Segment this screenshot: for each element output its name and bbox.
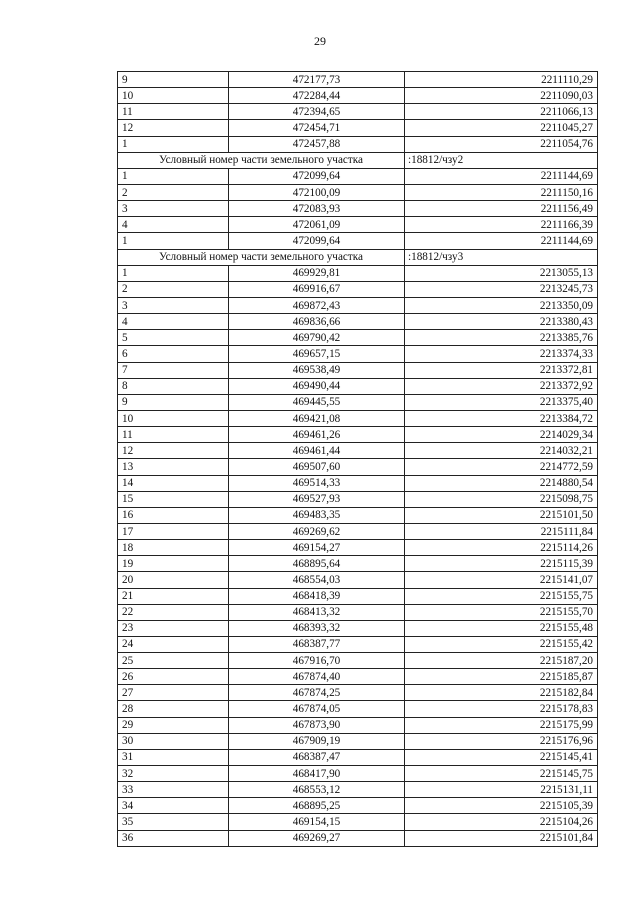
x-coordinate-cell: 469929,81 bbox=[229, 265, 405, 281]
point-number-cell: 1 bbox=[118, 233, 229, 249]
coordinate-row bbox=[118, 217, 598, 233]
coordinate-row bbox=[118, 168, 598, 184]
point-number-cell: 19 bbox=[118, 556, 229, 572]
point-number-cell: 34 bbox=[118, 798, 229, 814]
y-coordinate-cell: 2211156,49 bbox=[405, 201, 598, 217]
x-coordinate-cell: 469154,15 bbox=[229, 814, 405, 830]
y-coordinate-cell: 2214029,34 bbox=[405, 427, 598, 443]
coordinate-row bbox=[118, 120, 598, 136]
y-coordinate-cell: 2214032,21 bbox=[405, 443, 598, 459]
point-number-cell: 23 bbox=[118, 620, 229, 636]
point-number-cell: 4 bbox=[118, 217, 229, 233]
x-coordinate-cell: 469836,66 bbox=[229, 314, 405, 330]
coordinate-row bbox=[118, 88, 598, 104]
y-coordinate-cell: 2213245,73 bbox=[405, 281, 598, 297]
coordinate-row bbox=[118, 653, 598, 669]
section-header-row bbox=[118, 249, 598, 265]
point-number-cell: 36 bbox=[118, 830, 229, 846]
x-coordinate-cell: 467873,90 bbox=[229, 717, 405, 733]
x-coordinate-cell: 467874,40 bbox=[229, 669, 405, 685]
x-coordinate-cell: 468554,03 bbox=[229, 572, 405, 588]
coordinate-row bbox=[118, 814, 598, 830]
y-coordinate-cell: 2211144,69 bbox=[405, 233, 598, 249]
point-number-cell: 27 bbox=[118, 685, 229, 701]
point-number-cell: 16 bbox=[118, 507, 229, 523]
point-number-cell: 12 bbox=[118, 120, 229, 136]
x-coordinate-cell: 469872,43 bbox=[229, 297, 405, 313]
y-coordinate-cell: 2215155,42 bbox=[405, 636, 598, 652]
coordinate-row bbox=[118, 233, 598, 249]
coordinate-row bbox=[118, 556, 598, 572]
y-coordinate-cell: 2214880,54 bbox=[405, 475, 598, 491]
point-number-cell: 12 bbox=[118, 443, 229, 459]
y-coordinate-cell: 2213372,81 bbox=[405, 362, 598, 378]
y-coordinate-cell: 2213350,09 bbox=[405, 297, 598, 313]
x-coordinate-cell: 469483,35 bbox=[229, 507, 405, 523]
x-coordinate-cell: 468895,25 bbox=[229, 798, 405, 814]
coordinate-row bbox=[118, 540, 598, 556]
coordinate-row bbox=[118, 523, 598, 539]
point-number-cell: 21 bbox=[118, 588, 229, 604]
y-coordinate-cell: 2211045,27 bbox=[405, 120, 598, 136]
x-coordinate-cell: 469790,42 bbox=[229, 330, 405, 346]
x-coordinate-cell: 468387,77 bbox=[229, 636, 405, 652]
y-coordinate-cell: 2211144,69 bbox=[405, 168, 598, 184]
x-coordinate-cell: 469461,44 bbox=[229, 443, 405, 459]
point-number-cell: 2 bbox=[118, 281, 229, 297]
point-number-cell: 2 bbox=[118, 184, 229, 200]
point-number-cell: 32 bbox=[118, 766, 229, 782]
coordinate-row bbox=[118, 330, 598, 346]
point-number-cell: 35 bbox=[118, 814, 229, 830]
point-number-cell: 22 bbox=[118, 604, 229, 620]
y-coordinate-cell: 2213375,40 bbox=[405, 394, 598, 410]
y-coordinate-cell: 2215155,70 bbox=[405, 604, 598, 620]
coordinates-table-body bbox=[118, 72, 598, 847]
y-coordinate-cell: 2211054,76 bbox=[405, 136, 598, 152]
coordinate-row bbox=[118, 443, 598, 459]
y-coordinate-cell: 2213380,43 bbox=[405, 314, 598, 330]
y-coordinate-cell: 2211066,13 bbox=[405, 104, 598, 120]
y-coordinate-cell: 2213372,92 bbox=[405, 378, 598, 394]
y-coordinate-cell: 2215175,99 bbox=[405, 717, 598, 733]
point-number-cell: 31 bbox=[118, 749, 229, 765]
y-coordinate-cell: 2215187,20 bbox=[405, 653, 598, 669]
x-coordinate-cell: 472394,65 bbox=[229, 104, 405, 120]
x-coordinate-cell: 469154,27 bbox=[229, 540, 405, 556]
x-coordinate-cell: 469445,55 bbox=[229, 394, 405, 410]
y-coordinate-cell: 2213384,72 bbox=[405, 410, 598, 426]
coordinate-row bbox=[118, 281, 598, 297]
x-coordinate-cell: 469421,08 bbox=[229, 410, 405, 426]
y-coordinate-cell: 2213055,13 bbox=[405, 265, 598, 281]
coordinate-row bbox=[118, 717, 598, 733]
section-label: Условный номер части земельного участка bbox=[118, 152, 405, 168]
point-number-cell: 24 bbox=[118, 636, 229, 652]
coordinate-row bbox=[118, 378, 598, 394]
coordinate-row bbox=[118, 297, 598, 313]
point-number-cell: 3 bbox=[118, 201, 229, 217]
point-number-cell: 17 bbox=[118, 523, 229, 539]
point-number-cell: 30 bbox=[118, 733, 229, 749]
y-coordinate-cell: 2215185,87 bbox=[405, 669, 598, 685]
y-coordinate-cell: 2215111,84 bbox=[405, 523, 598, 539]
y-coordinate-cell: 2215145,75 bbox=[405, 766, 598, 782]
x-coordinate-cell: 472454,71 bbox=[229, 120, 405, 136]
coordinate-row bbox=[118, 830, 598, 846]
coordinate-row bbox=[118, 314, 598, 330]
y-coordinate-cell: 2215141,07 bbox=[405, 572, 598, 588]
coordinate-row bbox=[118, 184, 598, 200]
y-coordinate-cell: 2215155,75 bbox=[405, 588, 598, 604]
point-number-cell: 1 bbox=[118, 265, 229, 281]
point-number-cell: 28 bbox=[118, 701, 229, 717]
y-coordinate-cell: 2215098,75 bbox=[405, 491, 598, 507]
point-number-cell: 29 bbox=[118, 717, 229, 733]
x-coordinate-cell: 468418,39 bbox=[229, 588, 405, 604]
point-number-cell: 8 bbox=[118, 378, 229, 394]
x-coordinate-cell: 469269,27 bbox=[229, 830, 405, 846]
point-number-cell: 18 bbox=[118, 540, 229, 556]
y-coordinate-cell: 2215131,11 bbox=[405, 782, 598, 798]
y-coordinate-cell: 2214772,59 bbox=[405, 459, 598, 475]
x-coordinate-cell: 472099,64 bbox=[229, 168, 405, 184]
y-coordinate-cell: 2211166,39 bbox=[405, 217, 598, 233]
x-coordinate-cell: 472100,09 bbox=[229, 184, 405, 200]
x-coordinate-cell: 469490,44 bbox=[229, 378, 405, 394]
coordinate-row bbox=[118, 475, 598, 491]
y-coordinate-cell: 2213374,33 bbox=[405, 346, 598, 362]
coordinate-row bbox=[118, 136, 598, 152]
x-coordinate-cell: 467874,05 bbox=[229, 701, 405, 717]
x-coordinate-cell: 469916,67 bbox=[229, 281, 405, 297]
coordinate-row bbox=[118, 459, 598, 475]
coordinate-row bbox=[118, 572, 598, 588]
x-coordinate-cell: 472083,93 bbox=[229, 201, 405, 217]
x-coordinate-cell: 472099,64 bbox=[229, 233, 405, 249]
point-number-cell: 4 bbox=[118, 314, 229, 330]
x-coordinate-cell: 472284,44 bbox=[229, 88, 405, 104]
y-coordinate-cell: 2215101,50 bbox=[405, 507, 598, 523]
x-coordinate-cell: 472177,73 bbox=[229, 72, 405, 88]
point-number-cell: 13 bbox=[118, 459, 229, 475]
point-number-cell: 9 bbox=[118, 394, 229, 410]
point-number-cell: 9 bbox=[118, 72, 229, 88]
section-code: :18812/чзу2 bbox=[405, 152, 598, 168]
point-number-cell: 25 bbox=[118, 653, 229, 669]
coordinates-table bbox=[117, 71, 598, 847]
coordinate-row bbox=[118, 766, 598, 782]
point-number-cell: 26 bbox=[118, 669, 229, 685]
x-coordinate-cell: 469657,15 bbox=[229, 346, 405, 362]
coordinate-row bbox=[118, 685, 598, 701]
y-coordinate-cell: 2215182,84 bbox=[405, 685, 598, 701]
coordinate-row bbox=[118, 507, 598, 523]
coordinate-row bbox=[118, 604, 598, 620]
coordinate-row bbox=[118, 72, 598, 88]
y-coordinate-cell: 2215176,96 bbox=[405, 733, 598, 749]
point-number-cell: 33 bbox=[118, 782, 229, 798]
section-label: Условный номер части земельного участка bbox=[118, 249, 405, 265]
coordinate-row bbox=[118, 588, 598, 604]
x-coordinate-cell: 467874,25 bbox=[229, 685, 405, 701]
coordinate-row bbox=[118, 798, 598, 814]
y-coordinate-cell: 2211150,16 bbox=[405, 184, 598, 200]
x-coordinate-cell: 472457,88 bbox=[229, 136, 405, 152]
x-coordinate-cell: 468393,32 bbox=[229, 620, 405, 636]
x-coordinate-cell: 468417,90 bbox=[229, 766, 405, 782]
x-coordinate-cell: 469538,49 bbox=[229, 362, 405, 378]
y-coordinate-cell: 2213385,76 bbox=[405, 330, 598, 346]
x-coordinate-cell: 468553,12 bbox=[229, 782, 405, 798]
point-number-cell: 20 bbox=[118, 572, 229, 588]
point-number-cell: 6 bbox=[118, 346, 229, 362]
x-coordinate-cell: 469514,33 bbox=[229, 475, 405, 491]
y-coordinate-cell: 2211090,03 bbox=[405, 88, 598, 104]
point-number-cell: 1 bbox=[118, 168, 229, 184]
y-coordinate-cell: 2215145,41 bbox=[405, 749, 598, 765]
coordinate-row bbox=[118, 410, 598, 426]
y-coordinate-cell: 2215115,39 bbox=[405, 556, 598, 572]
coordinate-row bbox=[118, 749, 598, 765]
x-coordinate-cell: 468413,32 bbox=[229, 604, 405, 620]
coordinate-row bbox=[118, 265, 598, 281]
point-number-cell: 10 bbox=[118, 88, 229, 104]
coordinate-row bbox=[118, 427, 598, 443]
coordinate-row bbox=[118, 104, 598, 120]
point-number-cell: 11 bbox=[118, 427, 229, 443]
coordinate-row bbox=[118, 346, 598, 362]
coordinate-row bbox=[118, 701, 598, 717]
point-number-cell: 7 bbox=[118, 362, 229, 378]
coordinate-row bbox=[118, 620, 598, 636]
page-number: 29 bbox=[314, 34, 326, 48]
point-number-cell: 3 bbox=[118, 297, 229, 313]
x-coordinate-cell: 472061,09 bbox=[229, 217, 405, 233]
point-number-cell: 5 bbox=[118, 330, 229, 346]
x-coordinate-cell: 467909,19 bbox=[229, 733, 405, 749]
coordinate-row bbox=[118, 733, 598, 749]
x-coordinate-cell: 469461,26 bbox=[229, 427, 405, 443]
y-coordinate-cell: 2215105,39 bbox=[405, 798, 598, 814]
point-number-cell: 11 bbox=[118, 104, 229, 120]
point-number-cell: 1 bbox=[118, 136, 229, 152]
x-coordinate-cell: 469527,93 bbox=[229, 491, 405, 507]
x-coordinate-cell: 468895,64 bbox=[229, 556, 405, 572]
coordinate-row bbox=[118, 394, 598, 410]
y-coordinate-cell: 2211110,29 bbox=[405, 72, 598, 88]
y-coordinate-cell: 2215114,26 bbox=[405, 540, 598, 556]
point-number-cell: 15 bbox=[118, 491, 229, 507]
x-coordinate-cell: 467916,70 bbox=[229, 653, 405, 669]
x-coordinate-cell: 469507,60 bbox=[229, 459, 405, 475]
coordinate-row bbox=[118, 362, 598, 378]
coordinate-row bbox=[118, 636, 598, 652]
point-number-cell: 14 bbox=[118, 475, 229, 491]
section-code: :18812/чзу3 bbox=[405, 249, 598, 265]
coordinate-row bbox=[118, 669, 598, 685]
y-coordinate-cell: 2215178,83 bbox=[405, 701, 598, 717]
y-coordinate-cell: 2215101,84 bbox=[405, 830, 598, 846]
coordinate-row bbox=[118, 782, 598, 798]
section-header-row bbox=[118, 152, 598, 168]
y-coordinate-cell: 2215104,26 bbox=[405, 814, 598, 830]
x-coordinate-cell: 469269,62 bbox=[229, 523, 405, 539]
x-coordinate-cell: 468387,47 bbox=[229, 749, 405, 765]
point-number-cell: 10 bbox=[118, 410, 229, 426]
y-coordinate-cell: 2215155,48 bbox=[405, 620, 598, 636]
coordinate-row bbox=[118, 201, 598, 217]
coordinate-row bbox=[118, 491, 598, 507]
